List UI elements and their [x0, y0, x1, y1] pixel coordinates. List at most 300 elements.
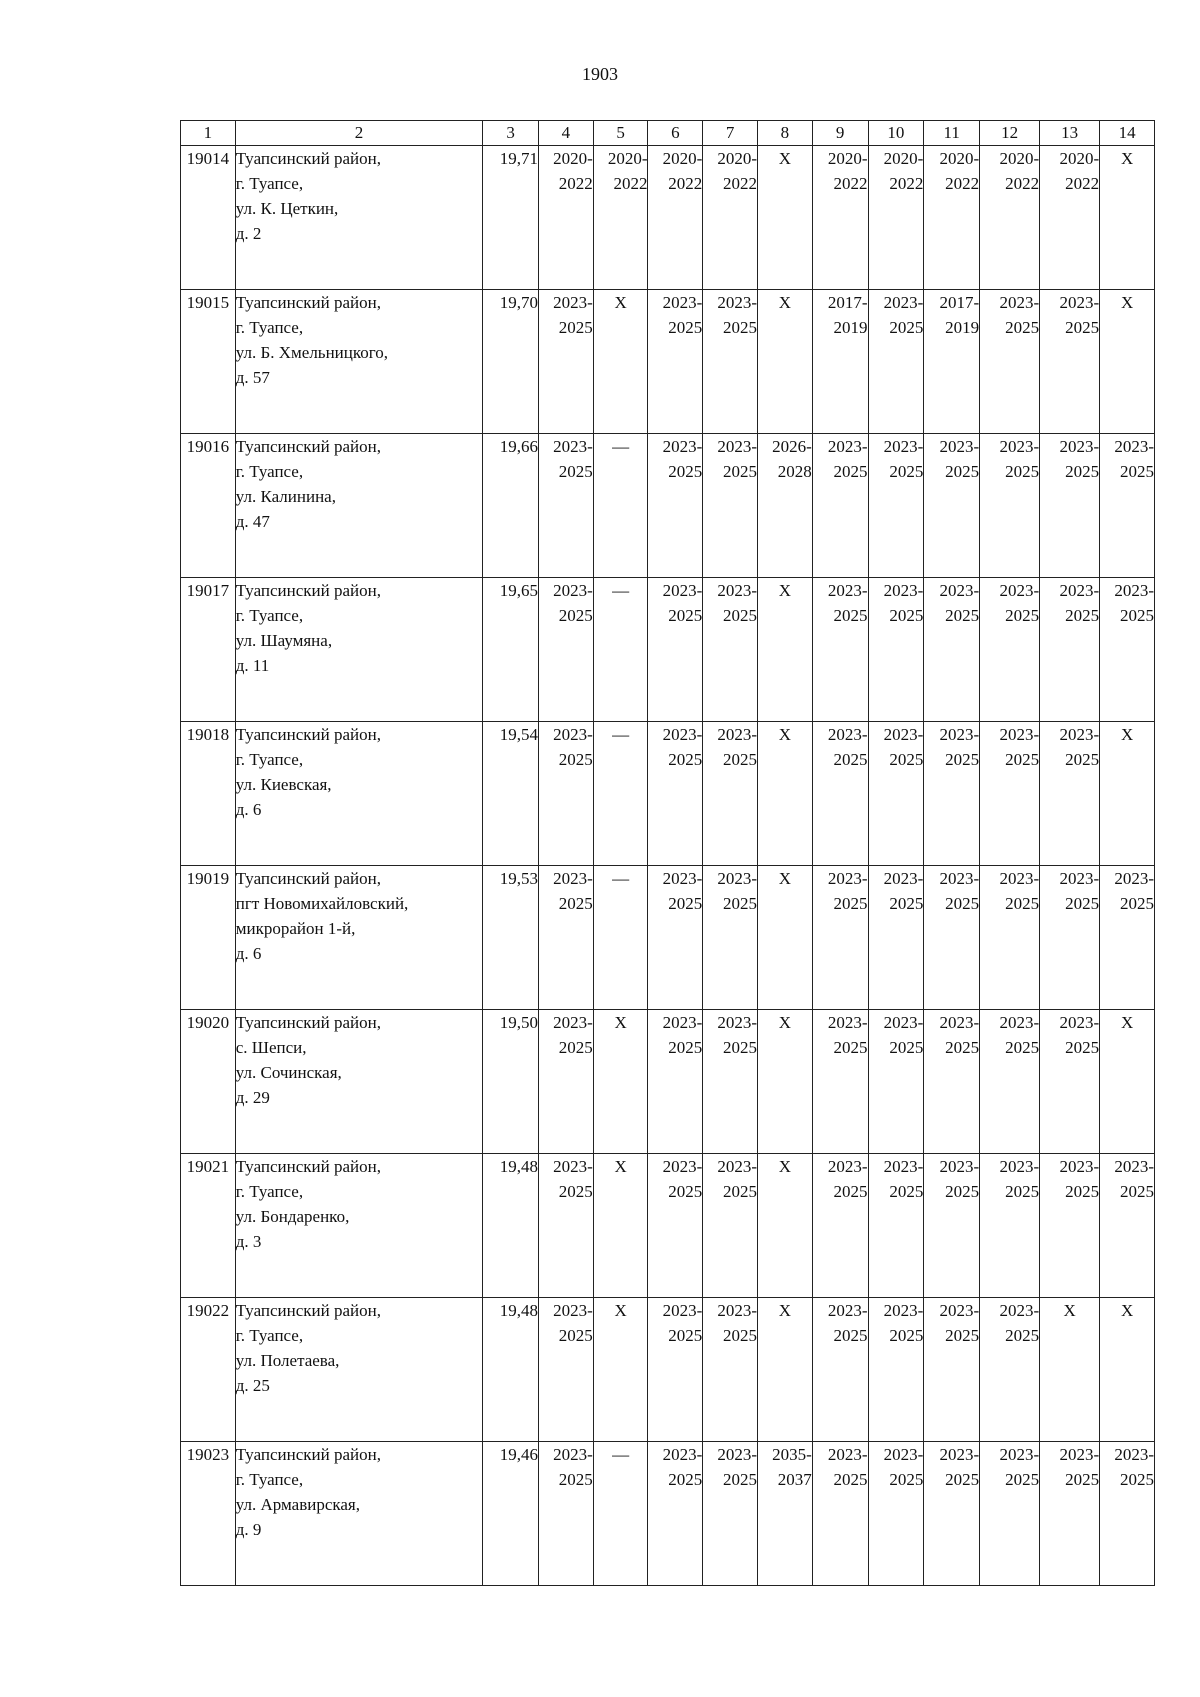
period-cell-col-5: — — [593, 866, 648, 1010]
period-start: 2023- — [717, 725, 757, 744]
address-line: ул. Б. Хмельницкого, — [235, 343, 389, 362]
period-cell-col-6 — [648, 866, 703, 1010]
area-cell: 19,70 — [483, 290, 539, 434]
period-end: 2025 — [889, 318, 924, 337]
address-line: с. Шепси, — [235, 1038, 307, 1057]
period-end: 2025 — [1005, 318, 1040, 337]
period-end: 2025 — [1005, 1038, 1040, 1057]
period-cell-col-5: — — [593, 578, 648, 722]
period-start: 2023- — [883, 1013, 924, 1032]
period-end: 2022 — [668, 174, 703, 193]
period-end: 2025 — [889, 462, 924, 481]
address-line: д. 2 — [235, 224, 262, 243]
period-start: 2023- — [827, 1301, 868, 1320]
area-cell: 19,48 — [483, 1154, 539, 1298]
row-id: 19022 — [181, 1298, 236, 1442]
table-body — [181, 146, 1155, 1586]
period-end: 2025 — [558, 1326, 593, 1345]
period-end: 2022 — [833, 174, 868, 193]
period-end: 2025 — [722, 1326, 757, 1345]
table-row — [181, 1298, 1155, 1442]
period-cell-col-5: X — [593, 1010, 648, 1154]
period-end: 2025 — [1065, 318, 1100, 337]
period-start: 2023- — [1059, 437, 1100, 456]
period-start: 2023- — [553, 293, 593, 312]
address-cell — [235, 434, 482, 578]
period-cell-col-8: X — [757, 290, 812, 434]
period-start: 2023- — [883, 1301, 924, 1320]
period-start: 2023- — [1114, 869, 1154, 888]
period-end: 2025 — [558, 318, 593, 337]
period-cell-col-8: X — [757, 866, 812, 1010]
column-header-1: 1 — [181, 121, 236, 146]
period-start: 2020- — [717, 149, 757, 168]
period-cell-col-14: X — [1100, 146, 1155, 290]
period-start: 2023- — [717, 1445, 757, 1464]
period-cell-col-8 — [757, 434, 812, 578]
period-start: 2023- — [999, 1445, 1040, 1464]
address-line: ул. Армавирская, — [235, 1495, 360, 1514]
address-line: д. 3 — [235, 1232, 262, 1251]
period-end: 2025 — [558, 750, 593, 769]
period-start: 2023- — [999, 1301, 1040, 1320]
period-end: 2028 — [777, 462, 812, 481]
period-start: 2023- — [553, 869, 593, 888]
period-end: 2025 — [833, 462, 868, 481]
address-line: Туапсинский район, — [235, 869, 381, 888]
period-end: 2025 — [945, 750, 980, 769]
table-header — [181, 121, 1155, 146]
period-end: 2025 — [1065, 1038, 1100, 1057]
period-start: 2023- — [662, 1301, 703, 1320]
period-cell-col-12 — [980, 1154, 1040, 1298]
period-cell-col-9 — [812, 1010, 868, 1154]
period-cell-col-10 — [868, 722, 924, 866]
period-cell-col-10 — [868, 578, 924, 722]
period-cell-col-9 — [812, 1154, 868, 1298]
period-start: 2023- — [939, 869, 980, 888]
period-cell-col-10 — [868, 146, 924, 290]
period-end: 2025 — [1065, 894, 1100, 913]
period-end: 2025 — [558, 1182, 593, 1201]
period-end: 2025 — [1065, 606, 1100, 625]
period-cell-col-9 — [812, 1442, 868, 1586]
address-line: Туапсинский район, — [235, 293, 381, 312]
period-start: 2023- — [717, 1013, 757, 1032]
period-start: 2023- — [999, 1157, 1040, 1176]
period-start: 2023- — [553, 1157, 593, 1176]
period-cell-col-7 — [703, 434, 758, 578]
period-cell-col-10 — [868, 866, 924, 1010]
period-cell-col-11 — [924, 290, 980, 434]
period-end: 2025 — [558, 1038, 593, 1057]
period-start: 2023- — [662, 1445, 703, 1464]
address-line: Туапсинский район, — [235, 437, 381, 456]
period-start: 2023- — [717, 869, 757, 888]
period-cell-col-12 — [980, 1298, 1040, 1442]
period-end: 2019 — [945, 318, 980, 337]
period-end: 2025 — [558, 1470, 593, 1489]
period-end: 2025 — [722, 894, 757, 913]
period-start: 2023- — [939, 437, 980, 456]
period-cell-col-8: X — [757, 1154, 812, 1298]
address-line: г. Туапсе, — [235, 1326, 304, 1345]
column-header-11: 11 — [924, 121, 980, 146]
period-start: 2023- — [553, 725, 593, 744]
period-start: 2023- — [662, 437, 703, 456]
address-line: д. 6 — [235, 944, 262, 963]
period-cell-col-7 — [703, 290, 758, 434]
period-cell-col-10 — [868, 1298, 924, 1442]
address-cell — [235, 1298, 482, 1442]
period-cell-col-12 — [980, 578, 1040, 722]
period-start: 2023- — [717, 581, 757, 600]
period-cell-col-4 — [538, 578, 593, 722]
period-start: 2020- — [827, 149, 868, 168]
period-start: 2023- — [553, 1013, 593, 1032]
period-start: 2023- — [827, 1445, 868, 1464]
row-id: 19014 — [181, 146, 236, 290]
period-end: 2025 — [833, 606, 868, 625]
period-end: 2025 — [722, 1182, 757, 1201]
address-line: Туапсинский район, — [235, 1157, 381, 1176]
period-start: 2023- — [999, 293, 1040, 312]
period-cell-col-14 — [1100, 434, 1155, 578]
period-cell-col-13 — [1040, 146, 1100, 290]
table-row — [181, 146, 1155, 290]
period-cell-col-7 — [703, 1010, 758, 1154]
period-cell-col-5: — — [593, 434, 648, 578]
period-start: 2023- — [662, 581, 703, 600]
period-cell-col-14: X — [1100, 290, 1155, 434]
period-cell-col-7 — [703, 578, 758, 722]
period-cell-col-9 — [812, 866, 868, 1010]
address-line: пгт Новомихайловский, — [235, 894, 409, 913]
period-start: 2023- — [883, 437, 924, 456]
period-cell-col-6 — [648, 578, 703, 722]
period-end: 2025 — [1120, 894, 1154, 913]
period-end: 2025 — [668, 318, 703, 337]
period-start: 2023- — [1059, 1013, 1100, 1032]
table-row — [181, 1154, 1155, 1298]
period-end: 2025 — [833, 1326, 868, 1345]
period-end: 2025 — [668, 462, 703, 481]
period-end: 2025 — [1005, 1326, 1040, 1345]
period-start: 2023- — [553, 581, 593, 600]
period-start: 2023- — [1059, 293, 1100, 312]
address-cell — [235, 290, 482, 434]
period-cell-col-9 — [812, 146, 868, 290]
period-start: 2023- — [939, 725, 980, 744]
period-cell-col-6 — [648, 1154, 703, 1298]
row-id: 19023 — [181, 1442, 236, 1586]
period-cell-col-8: X — [757, 578, 812, 722]
address-cell — [235, 578, 482, 722]
address-line: ул. Полетаева, — [235, 1351, 340, 1370]
period-start: 2035- — [772, 1445, 812, 1464]
period-cell-col-8: X — [757, 1010, 812, 1154]
period-start: 2023- — [883, 1157, 924, 1176]
address-line: д. 57 — [235, 368, 270, 387]
period-end: 2019 — [833, 318, 868, 337]
period-cell-col-14 — [1100, 578, 1155, 722]
column-header-12: 12 — [980, 121, 1040, 146]
period-start: 2020- — [883, 149, 924, 168]
period-start: 2026- — [772, 437, 812, 456]
address-line: ул. Бондаренко, — [235, 1207, 350, 1226]
area-cell: 19,54 — [483, 722, 539, 866]
period-cell-col-14 — [1100, 1154, 1155, 1298]
period-end: 2025 — [833, 1470, 868, 1489]
address-line: Туапсинский район, — [235, 581, 381, 600]
area-cell: 19,66 — [483, 434, 539, 578]
address-cell — [235, 1442, 482, 1586]
period-start: 2023- — [553, 437, 593, 456]
period-cell-col-9 — [812, 722, 868, 866]
address-line: д. 47 — [235, 512, 270, 531]
address-line: г. Туапсе, — [235, 462, 304, 481]
period-end: 2025 — [889, 1326, 924, 1345]
period-start: 2023- — [827, 581, 868, 600]
period-cell-col-13 — [1040, 722, 1100, 866]
period-end: 2025 — [1065, 750, 1100, 769]
row-id: 19020 — [181, 1010, 236, 1154]
address-line: микрорайон 1-й, — [235, 919, 356, 938]
period-start: 2023- — [1114, 581, 1154, 600]
period-cell-col-9 — [812, 1298, 868, 1442]
address-line: г. Туапсе, — [235, 606, 304, 625]
period-cell-col-7 — [703, 1442, 758, 1586]
period-end: 2025 — [945, 1182, 980, 1201]
period-start: 2023- — [1059, 1445, 1100, 1464]
period-cell-col-11 — [924, 578, 980, 722]
period-cell-col-13: X — [1040, 1298, 1100, 1442]
row-id: 19016 — [181, 434, 236, 578]
housing-registry-table — [180, 120, 1155, 1586]
period-start: 2023- — [999, 437, 1040, 456]
address-line: Туапсинский район, — [235, 725, 381, 744]
period-cell-col-4 — [538, 146, 593, 290]
area-cell: 19,71 — [483, 146, 539, 290]
table-row — [181, 722, 1155, 866]
period-end: 2025 — [558, 894, 593, 913]
period-cell-col-11 — [924, 1154, 980, 1298]
period-end: 2025 — [668, 750, 703, 769]
period-start: 2023- — [827, 725, 868, 744]
period-end: 2025 — [558, 462, 593, 481]
period-end: 2025 — [833, 1182, 868, 1201]
period-end: 2025 — [668, 1326, 703, 1345]
period-cell-col-14: X — [1100, 722, 1155, 866]
period-end: 2025 — [889, 750, 924, 769]
period-end: 2025 — [722, 1470, 757, 1489]
address-line: д. 25 — [235, 1376, 270, 1395]
period-end: 2025 — [668, 606, 703, 625]
period-cell-col-13 — [1040, 290, 1100, 434]
period-end: 2025 — [1005, 462, 1040, 481]
table-row — [181, 434, 1155, 578]
period-start: 2023- — [883, 869, 924, 888]
row-id: 19021 — [181, 1154, 236, 1298]
period-cell-col-10 — [868, 290, 924, 434]
period-end: 2025 — [1120, 606, 1154, 625]
period-end: 2022 — [722, 174, 757, 193]
period-end: 2025 — [668, 894, 703, 913]
period-start: 2023- — [883, 581, 924, 600]
period-start: 2023- — [553, 1301, 593, 1320]
period-cell-col-12 — [980, 1010, 1040, 1154]
table-row — [181, 578, 1155, 722]
address-line: ул. Калинина, — [235, 487, 336, 506]
address-line: Туапсинский район, — [235, 149, 381, 168]
period-cell-col-6 — [648, 1010, 703, 1154]
period-cell-col-13 — [1040, 1442, 1100, 1586]
period-start: 2023- — [717, 1301, 757, 1320]
period-end: 2025 — [1005, 1470, 1040, 1489]
period-cell-col-14 — [1100, 866, 1155, 1010]
period-start: 2023- — [939, 1301, 980, 1320]
address-line: Туапсинский район, — [235, 1013, 381, 1032]
period-cell-col-12 — [980, 866, 1040, 1010]
area-cell: 19,53 — [483, 866, 539, 1010]
period-end: 2025 — [945, 894, 980, 913]
period-start: 2023- — [883, 293, 924, 312]
period-cell-col-12 — [980, 146, 1040, 290]
address-line: г. Туапсе, — [235, 750, 304, 769]
period-end: 2025 — [668, 1182, 703, 1201]
period-end: 2022 — [945, 174, 980, 193]
address-line: Туапсинский район, — [235, 1301, 381, 1320]
address-line: д. 9 — [235, 1520, 262, 1539]
period-cell-col-11 — [924, 434, 980, 578]
period-start: 2023- — [883, 725, 924, 744]
period-cell-col-4 — [538, 722, 593, 866]
period-end: 2025 — [945, 606, 980, 625]
column-header-13: 13 — [1040, 121, 1100, 146]
period-cell-col-5: — — [593, 1442, 648, 1586]
row-id: 19017 — [181, 578, 236, 722]
period-cell-col-6 — [648, 290, 703, 434]
period-end: 2025 — [833, 894, 868, 913]
period-cell-col-10 — [868, 434, 924, 578]
period-end: 2025 — [889, 1470, 924, 1489]
period-end: 2025 — [722, 750, 757, 769]
period-cell-col-11 — [924, 1010, 980, 1154]
period-cell-col-12 — [980, 434, 1040, 578]
period-cell-col-11 — [924, 866, 980, 1010]
period-end: 2037 — [777, 1470, 812, 1489]
period-start: 2023- — [662, 1013, 703, 1032]
period-start: 2023- — [827, 869, 868, 888]
period-end: 2025 — [1005, 1182, 1040, 1201]
period-cell-col-11 — [924, 1442, 980, 1586]
column-header-7: 7 — [703, 121, 758, 146]
period-start: 2020- — [999, 149, 1040, 168]
table-row — [181, 1442, 1155, 1586]
period-end: 2025 — [1065, 1182, 1100, 1201]
period-end: 2025 — [1005, 894, 1040, 913]
table-row — [181, 866, 1155, 1010]
period-cell-col-14 — [1100, 1442, 1155, 1586]
period-start: 2023- — [827, 1013, 868, 1032]
period-start: 2017- — [939, 293, 980, 312]
area-cell: 19,50 — [483, 1010, 539, 1154]
period-cell-col-4 — [538, 290, 593, 434]
period-end: 2025 — [889, 1182, 924, 1201]
period-end: 2025 — [889, 1038, 924, 1057]
period-cell-col-9 — [812, 578, 868, 722]
period-start: 2023- — [662, 725, 703, 744]
period-start: 2023- — [939, 1157, 980, 1176]
period-end: 2025 — [722, 1038, 757, 1057]
period-cell-col-13 — [1040, 866, 1100, 1010]
column-header-14: 14 — [1100, 121, 1155, 146]
period-cell-col-8: X — [757, 1298, 812, 1442]
period-end: 2025 — [1065, 1470, 1100, 1489]
period-cell-col-10 — [868, 1010, 924, 1154]
address-line: г. Туапсе, — [235, 174, 304, 193]
address-cell — [235, 1154, 482, 1298]
period-cell-col-12 — [980, 722, 1040, 866]
period-start: 2020- — [1059, 149, 1100, 168]
period-cell-col-9 — [812, 290, 868, 434]
period-cell-col-7 — [703, 866, 758, 1010]
column-header-4: 4 — [538, 121, 593, 146]
period-end: 2025 — [1120, 1470, 1154, 1489]
column-header-8: 8 — [757, 121, 812, 146]
column-header-6: 6 — [648, 121, 703, 146]
period-start: 2023- — [1059, 725, 1100, 744]
period-start: 2023- — [827, 437, 868, 456]
period-start: 2020- — [662, 149, 703, 168]
period-start: 2023- — [717, 1157, 757, 1176]
period-cell-col-10 — [868, 1154, 924, 1298]
period-end: 2025 — [1120, 1182, 1154, 1201]
period-end: 2022 — [1065, 174, 1100, 193]
address-line: ул. Шаумяна, — [235, 631, 333, 650]
period-end: 2025 — [945, 462, 980, 481]
period-end: 2022 — [558, 174, 593, 193]
period-start: 2023- — [999, 725, 1040, 744]
period-end: 2025 — [1005, 606, 1040, 625]
period-start: 2023- — [662, 869, 703, 888]
period-cell-col-5 — [593, 146, 648, 290]
period-start: 2023- — [662, 1157, 703, 1176]
column-header-5: 5 — [593, 121, 648, 146]
period-cell-col-13 — [1040, 1010, 1100, 1154]
period-start: 2023- — [999, 869, 1040, 888]
period-start: 2023- — [717, 437, 757, 456]
period-end: 2022 — [613, 174, 648, 193]
period-end: 2025 — [889, 606, 924, 625]
period-end: 2025 — [833, 750, 868, 769]
address-line: г. Туапсе, — [235, 318, 304, 337]
period-cell-col-10 — [868, 1442, 924, 1586]
row-id: 19015 — [181, 290, 236, 434]
period-start: 2023- — [1059, 869, 1100, 888]
address-cell — [235, 722, 482, 866]
period-cell-col-4 — [538, 434, 593, 578]
period-end: 2025 — [722, 318, 757, 337]
period-cell-col-4 — [538, 866, 593, 1010]
period-cell-col-13 — [1040, 578, 1100, 722]
header-row — [181, 121, 1155, 146]
address-cell — [235, 146, 482, 290]
period-end: 2025 — [722, 462, 757, 481]
period-cell-col-9 — [812, 434, 868, 578]
column-header-9: 9 — [812, 121, 868, 146]
address-line: Туапсинский район, — [235, 1445, 381, 1464]
